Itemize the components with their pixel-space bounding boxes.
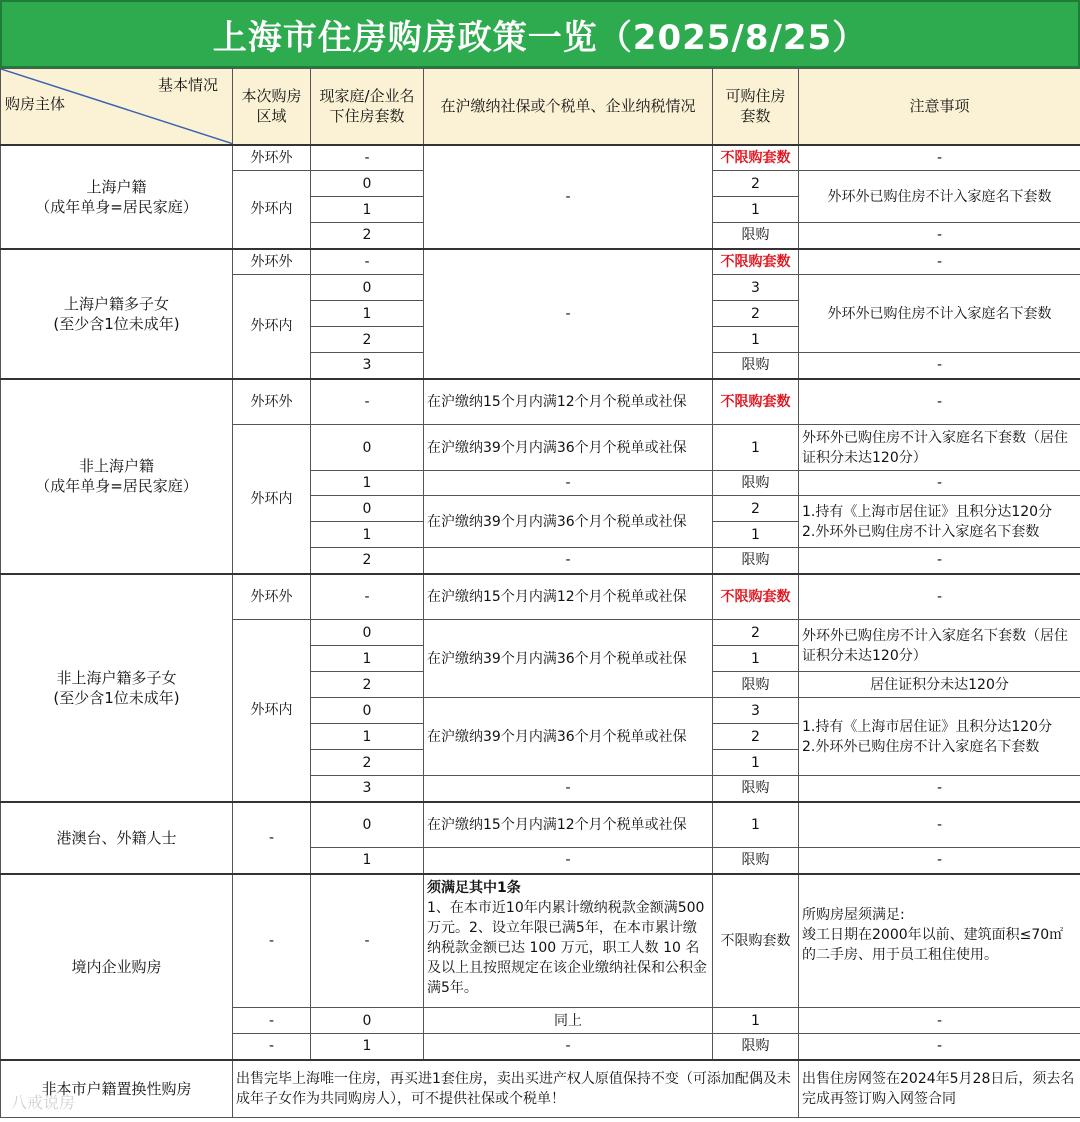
swap-description: 出售完毕上海唯一住房，再买进1套住房，卖出买进产权人原值保持不变（可添加配偶及未成年子女作为共同购房人），可不提供社保或个税单！ bbox=[233, 1060, 799, 1118]
tax-cell: 在沪缴纳15个月内满12个月个税单或社保 bbox=[424, 574, 713, 620]
owned-cell: 0 bbox=[311, 1008, 424, 1034]
can-buy-cell: 限购 bbox=[713, 776, 799, 802]
tax-cell: 在沪缴纳39个月内满36个月个税单或社保 bbox=[424, 620, 713, 698]
tax-cell: - bbox=[424, 548, 713, 574]
owned-cell: 3 bbox=[311, 776, 424, 802]
tax-cell: 在沪缴纳15个月内满12个月个税单或社保 bbox=[424, 379, 713, 425]
note-cell: 外环外已购住房不计入家庭名下套数 bbox=[799, 171, 1080, 223]
swap-note: 出售住房网签在2024年5月28日后，须去名完成再签订购入网签合同 bbox=[799, 1060, 1080, 1118]
tax-cell: - bbox=[424, 776, 713, 802]
note-cell: - bbox=[799, 145, 1080, 171]
area-cell: 外环外 bbox=[233, 145, 311, 171]
enterprise-tax-title: 须满足其中1条 bbox=[427, 879, 521, 896]
header-owned: 现家庭/企业名 下住房套数 bbox=[311, 69, 424, 145]
group-label bbox=[1, 1060, 233, 1118]
note-cell: - bbox=[799, 1034, 1080, 1060]
owned-cell: 3 bbox=[311, 353, 424, 379]
can-buy-cell: 1 bbox=[713, 1008, 799, 1034]
can-buy-cell: 不限购套数 bbox=[713, 874, 799, 1008]
note-cell: - bbox=[799, 802, 1080, 848]
area-cell: - bbox=[233, 874, 311, 1008]
page-title: 上海市住房购房政策一览（2025/8/25） bbox=[0, 0, 1080, 68]
area-cell: 外环内 bbox=[233, 275, 311, 379]
owned-cell: 2 bbox=[311, 327, 424, 353]
owned-cell: 1 bbox=[311, 724, 424, 750]
note-cell: - bbox=[799, 574, 1080, 620]
tax-cell: - bbox=[424, 145, 713, 249]
tax-cell: - bbox=[424, 848, 713, 874]
owned-cell: 1 bbox=[311, 522, 424, 548]
can-buy-cell: 1 bbox=[713, 425, 799, 471]
area-cell: 外环内 bbox=[233, 171, 311, 249]
note-cell: 所购房屋须满足: 竣工日期在2000年以前、建筑面积≤70㎡的二手房、用于员工租住使用。 bbox=[799, 874, 1080, 1008]
can-buy-cell: 不限购套数 bbox=[713, 145, 799, 171]
owned-cell: - bbox=[311, 145, 424, 171]
tax-cell: 在沪缴纳39个月内满36个月个税单或社保 bbox=[424, 496, 713, 548]
note-cell: 居住证积分未达120分 bbox=[799, 672, 1080, 698]
note-cell: - bbox=[799, 848, 1080, 874]
owned-cell: 0 bbox=[311, 698, 424, 724]
group-label: 非上海户籍 （成年单身=居民家庭） bbox=[1, 379, 233, 574]
tax-cell: 同上 bbox=[424, 1008, 713, 1034]
note-cell: - bbox=[799, 353, 1080, 379]
header-area: 本次购房 区域 bbox=[233, 69, 311, 145]
note-cell: - bbox=[799, 471, 1080, 496]
note-cell: 外环外已购住房不计入家庭名下套数 bbox=[799, 275, 1080, 353]
note-cell: - bbox=[799, 548, 1080, 574]
tax-cell: 在沪缴纳39个月内满36个月个税单或社保 bbox=[424, 425, 713, 471]
note-cell: 外环外已购住房不计入家庭名下套数（居住证积分未达120分） bbox=[799, 425, 1080, 471]
header-can-buy: 可购住房 套数 bbox=[713, 69, 799, 145]
owned-cell: 0 bbox=[311, 802, 424, 848]
header-tax: 在沪缴纳社保或个税单、企业纳税情况 bbox=[424, 69, 713, 145]
can-buy-cell: 1 bbox=[713, 327, 799, 353]
note-cell: 1.持有《上海市居住证》且积分达120分 2.外环外已购住房不计入家庭名下套数 bbox=[799, 496, 1080, 548]
area-cell: 外环外 bbox=[233, 379, 311, 425]
owned-cell: - bbox=[311, 249, 424, 275]
group-label: 上海户籍多子女 (至少含1位未成年) bbox=[1, 249, 233, 379]
area-cell: 外环外 bbox=[233, 249, 311, 275]
can-buy-cell: 3 bbox=[713, 698, 799, 724]
can-buy-cell: 1 bbox=[713, 646, 799, 672]
note-cell: - bbox=[799, 776, 1080, 802]
note-cell: 外环外已购住房不计入家庭名下套数（居住证积分未达120分） bbox=[799, 620, 1080, 672]
owned-cell: 0 bbox=[311, 275, 424, 301]
area-cell: 外环内 bbox=[233, 425, 311, 574]
owned-cell: 2 bbox=[311, 750, 424, 776]
owned-cell: 1 bbox=[311, 301, 424, 327]
can-buy-cell: 1 bbox=[713, 522, 799, 548]
group-label: 非上海户籍多子女 (至少含1位未成年) bbox=[1, 574, 233, 802]
area-cell: - bbox=[233, 802, 311, 874]
group-label: 境内企业购房 bbox=[1, 874, 233, 1060]
enterprise-tax-body: 1、在本市近10年内累计缴纳税款金额满500 万元。2、设立年限已满5年，在本市累计缴纳税款金额已达 100 万元，职工人数 10 名及以上且按照规定在该企业缴纳社保和公积金满5年。 bbox=[427, 899, 707, 996]
area-cell: 外环外 bbox=[233, 574, 311, 620]
policy-table bbox=[0, 68, 1080, 1118]
can-buy-cell: 3 bbox=[713, 275, 799, 301]
can-buy-cell: 限购 bbox=[713, 223, 799, 249]
can-buy-cell: 2 bbox=[713, 171, 799, 197]
corner-bottom-label: 购房主体 bbox=[5, 94, 66, 113]
owned-cell: 1 bbox=[311, 646, 424, 672]
area-cell: - bbox=[233, 1034, 311, 1060]
can-buy-cell: 1 bbox=[713, 802, 799, 848]
owned-cell: 2 bbox=[311, 548, 424, 574]
can-buy-cell: 限购 bbox=[713, 1034, 799, 1060]
can-buy-cell: 2 bbox=[713, 496, 799, 522]
tax-cell: 在沪缴纳39个月内满36个月个税单或社保 bbox=[424, 698, 713, 776]
owned-cell: 1 bbox=[311, 197, 424, 223]
owned-cell: 2 bbox=[311, 223, 424, 249]
can-buy-cell: 不限购套数 bbox=[713, 574, 799, 620]
owned-cell: 1 bbox=[311, 848, 424, 874]
tax-cell bbox=[424, 874, 713, 1008]
can-buy-cell: 不限购套数 bbox=[713, 379, 799, 425]
note-cell: - bbox=[799, 249, 1080, 275]
swap-group-label: 非本市户籍置换性购房 bbox=[41, 1079, 192, 1098]
owned-cell: - bbox=[311, 379, 424, 425]
tax-cell: - bbox=[424, 249, 713, 379]
owned-cell: 0 bbox=[311, 171, 424, 197]
note-cell: - bbox=[799, 223, 1080, 249]
can-buy-cell: 限购 bbox=[713, 548, 799, 574]
owned-cell: 0 bbox=[311, 496, 424, 522]
tax-cell: 在沪缴纳15个月内满12个月个税单或社保 bbox=[424, 802, 713, 848]
area-cell: - bbox=[233, 1008, 311, 1034]
can-buy-cell: 1 bbox=[713, 750, 799, 776]
corner-top-label: 基本情况 bbox=[157, 76, 218, 94]
owned-cell: - bbox=[311, 574, 424, 620]
can-buy-cell: 2 bbox=[713, 724, 799, 750]
note-cell: 1.持有《上海市居住证》且积分达120分 2.外环外已购住房不计入家庭名下套数 bbox=[799, 698, 1080, 776]
header-notes: 注意事项 bbox=[799, 69, 1080, 145]
can-buy-cell: 限购 bbox=[713, 471, 799, 496]
can-buy-cell: 2 bbox=[713, 301, 799, 327]
owned-cell: 0 bbox=[311, 425, 424, 471]
owned-cell: 1 bbox=[311, 471, 424, 496]
owned-cell: 1 bbox=[311, 1034, 424, 1060]
corner-header-cell bbox=[1, 69, 233, 145]
tax-cell: - bbox=[424, 471, 713, 496]
can-buy-cell: 限购 bbox=[713, 672, 799, 698]
note-cell: - bbox=[799, 1008, 1080, 1034]
owned-cell: 0 bbox=[311, 620, 424, 646]
watermark: 八戒说房 bbox=[11, 1093, 76, 1112]
tax-cell: - bbox=[424, 1034, 713, 1060]
note-cell: - bbox=[799, 379, 1080, 425]
group-label: 港澳台、外籍人士 bbox=[1, 802, 233, 874]
can-buy-cell: 1 bbox=[713, 197, 799, 223]
owned-cell: - bbox=[311, 874, 424, 1008]
can-buy-cell: 限购 bbox=[713, 353, 799, 379]
can-buy-cell: 不限购套数 bbox=[713, 249, 799, 275]
can-buy-cell: 限购 bbox=[713, 848, 799, 874]
owned-cell: 2 bbox=[311, 672, 424, 698]
group-label: 上海户籍 （成年单身=居民家庭） bbox=[1, 145, 233, 249]
area-cell: 外环内 bbox=[233, 620, 311, 802]
can-buy-cell: 2 bbox=[713, 620, 799, 646]
